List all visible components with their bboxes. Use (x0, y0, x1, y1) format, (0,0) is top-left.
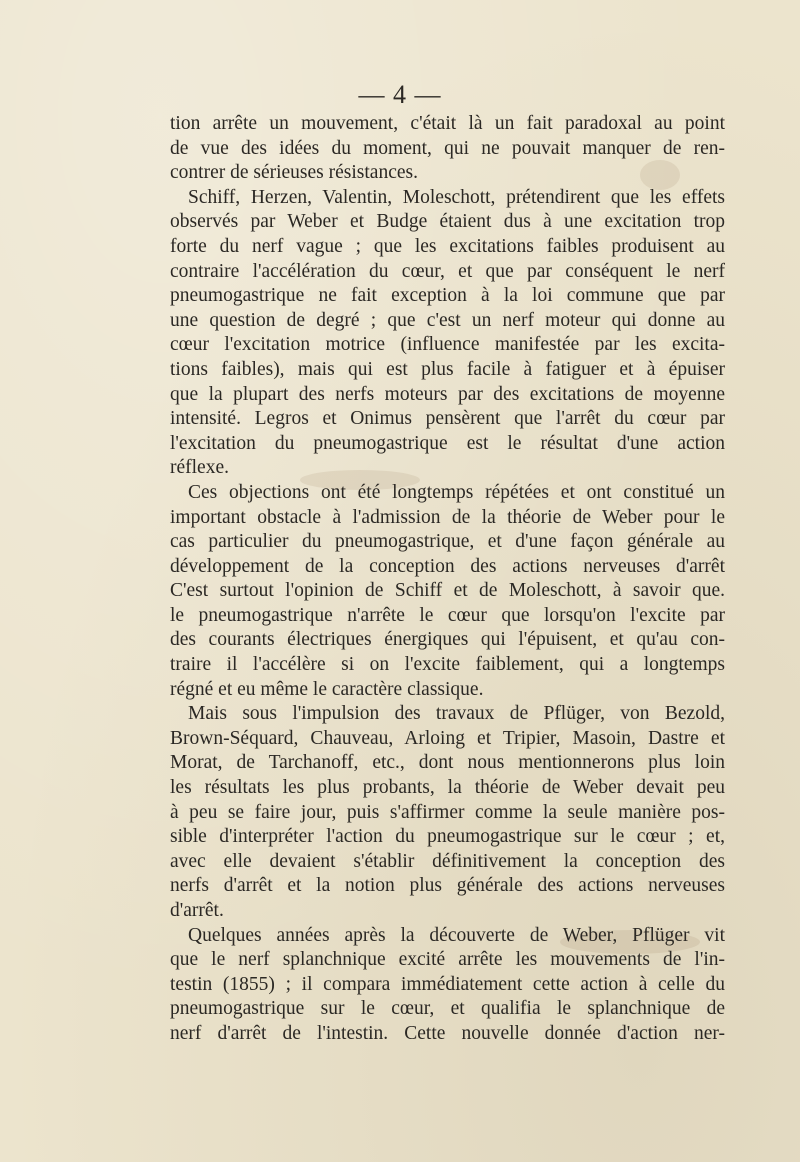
paragraph (170, 924, 725, 1047)
text-line: cœur l'excitation motrice (influence manifestée par les excita- (170, 334, 725, 356)
text-line: pneumogastrique ne fait exception à la loi commune que par (170, 285, 725, 307)
paragraph (170, 186, 725, 481)
text-line: C'est surtout l'opinion de Schiff et de Moleschott, à savoir que. (170, 580, 725, 602)
paragraph (170, 702, 725, 923)
text-line: que le nerf splanchnique excité arrête les mouvements de l'in- (170, 949, 725, 971)
text-line: pneumogastrique sur le cœur, et qualifia le splanchnique de (170, 998, 725, 1020)
text-line: une question de degré ; que c'est un nerf moteur qui donne au (170, 309, 725, 331)
text-line: à peu se faire jour, puis s'affirmer comme la seule manière pos- (170, 801, 725, 823)
text-line: régné et eu même le caractère classique. (170, 678, 484, 700)
text-line: observés par Weber et Budge étaient dus à une excitation trop (170, 211, 725, 233)
text-line: que la plupart des nerfs moteurs par des excitations de moyenne (170, 383, 725, 405)
paragraph (170, 112, 725, 186)
text-line: important obstacle à l'admission de la théorie de Weber pour le (170, 506, 725, 528)
text-line: les résultats les plus probants, la théorie de Weber devait peu (170, 777, 725, 799)
text-line: sible d'interpréter l'action du pneumogastrique sur le cœur ; et, (170, 826, 725, 848)
text-line: Brown-Séquard, Chauveau, Arloing et Tripier, Masoin, Dastre et (170, 727, 725, 749)
text-line: Schiff, Herzen, Valentin, Moleschott, prétendirent que les effets (188, 186, 725, 208)
text-line: Morat, de Tarchanoff, etc., dont nous mentionnerons plus loin (170, 752, 725, 774)
paragraph (170, 481, 725, 702)
text-line: tions faibles), mais qui est plus facile à fatiguer et à épuiser (170, 358, 725, 380)
text-line: Ces objections ont été longtemps répétées et ont constitué un (188, 481, 725, 503)
page-number: — 4 — (358, 80, 442, 109)
text-line: avec elle devaient s'établir définitivement la conception des (170, 850, 725, 872)
text-line: l'excitation du pneumogastrique est le résultat d'une action (170, 432, 725, 454)
text-line: d'arrêt. (170, 900, 224, 921)
text-line: contrer de sérieuses résistances. (170, 162, 418, 184)
text-line: contraire l'accélération du cœur, et que par conséquent le nerf (170, 260, 725, 282)
text-line: Mais sous l'impulsion des travaux de Pflüger, von Bezold, (188, 703, 725, 725)
text-line: cas particulier du pneumogastrique, et d'une façon générale au (170, 531, 725, 553)
text-line: développement de la conception des actions nerveuses d'arrêt (170, 555, 725, 577)
text-line: Quelques années après la découverte de Weber, Pflüger vit (188, 924, 725, 946)
text-line: intensité. Legros et Onimus pensèrent que l'arrêt du cœur par (170, 408, 725, 430)
text-line: nerf d'arrêt de l'intestin. Cette nouvelle donnée d'action ner- (170, 1022, 725, 1044)
text-line: de vue des idées du moment, qui ne pouvait manquer de ren- (170, 137, 725, 159)
text-line: des courants électriques énergiques qui l'épuisent, et qu'au con- (170, 629, 725, 651)
body-text (170, 112, 725, 1047)
text-line: le pneumogastrique n'arrête le cœur que lorsqu'on l'excite par (170, 604, 725, 626)
text-line: nerfs d'arrêt et la notion plus générale des actions nerveuses (170, 875, 725, 897)
text-line: traire il l'accélère si on l'excite faiblement, qui a longtemps (170, 654, 725, 676)
text-line: forte du nerf vague ; que les excitations faibles produisent au (170, 235, 725, 257)
text-line: testin (1855) ; il compara immédiatement cette action à celle du (170, 973, 725, 995)
text-line: réflexe. (170, 457, 229, 479)
text-line: tion arrête un mouvement, c'était là un fait paradoxal au point (170, 113, 725, 134)
